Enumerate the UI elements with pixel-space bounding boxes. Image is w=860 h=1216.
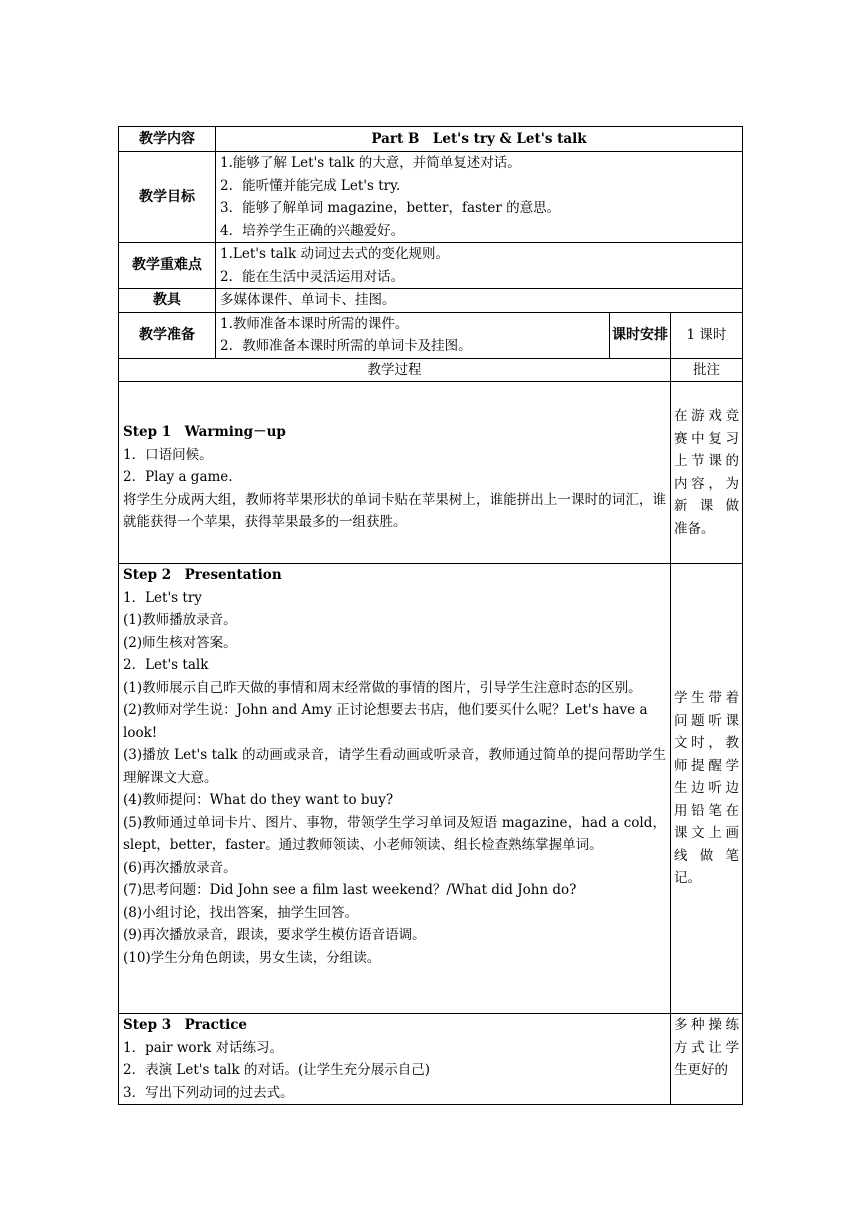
key-point-item: 2．能在生活中灵活运用对话。: [220, 268, 405, 285]
lesson-plan-table: [118, 126, 753, 1105]
tools-value: 多媒体课件、单词卡、挂图。: [216, 289, 743, 313]
step3-line: 3．写出下列动词的过去式。: [123, 1084, 294, 1101]
schedule-value: 1 课时: [671, 312, 743, 358]
step1-content: [119, 382, 671, 564]
step2-line: (9)再次播放录音，跟读，要求学生模仿语音语调。: [123, 927, 426, 943]
schedule-label: 课时安排: [610, 312, 671, 358]
key-points-list: [216, 243, 743, 289]
goals-list: [216, 152, 743, 243]
goals-row: [119, 152, 743, 243]
step2-line: 1．Let's try: [123, 589, 202, 606]
goal-item: 3．能够了解单词 magazine，better，faster 的意思。: [220, 200, 561, 216]
step2-content: [119, 564, 671, 1014]
step1-row: [119, 382, 743, 564]
prep-list: [216, 312, 610, 358]
step2-line: (7)思考问题：Did John see a film last weekend？/What did John do?: [123, 882, 577, 898]
step3-row: [119, 1014, 743, 1105]
goal-item: 2．能听懂并能完成 Let's try.: [220, 177, 401, 194]
step2-line: (3)播放 Let's talk 的动画或录音，请学生看动画或听录音，教师通过简单的提问帮助学生理解课文大意。: [123, 747, 666, 786]
step2-line: (5)教师通过单词卡片、图片、事物，带领学生学习单词及短语 magazine，had a cold，slept，better，faster。通过教师领读、小老师领读、组长检查熟练掌握单词。: [123, 814, 666, 853]
prep-row: [119, 312, 743, 358]
step2-title: Step 2 Presentation: [123, 567, 282, 583]
process-header-row: [119, 358, 743, 382]
step2-line: (1)教师播放录音。: [123, 612, 237, 628]
tools-row: [119, 289, 743, 313]
step2-line: (2)教师对学生说：John and Amy 正讨论想要去书店，他们要买什么呢？Let's have a look!: [123, 702, 648, 741]
step1-title: Step 1 Warming－up: [123, 424, 286, 441]
step1-note: 在游戏竞赛中复习上节课的内容，为新课做 准备。: [671, 382, 743, 564]
step1-line: 将学生分成两大组，教师将苹果形状的单词卡贴在苹果树上，谁能拼出上一课时的词汇，谁就能获得一个苹果，获得苹果最多的一组获胜。: [123, 491, 666, 531]
notes-label: 批注: [671, 358, 743, 382]
step2-line: (8)小组讨论，找出答案，抽学生回答。: [123, 904, 359, 921]
step2-line: (2)师生核对答案。: [123, 634, 237, 651]
step3-note: 多种操练方式让学生更好的: [671, 1014, 743, 1105]
step1-line: 1．口语问候。: [123, 446, 213, 463]
goal-item: 1.能够了解 Let's talk 的大意，并简单复述对话。: [220, 155, 521, 171]
content-row: [119, 127, 743, 152]
step2-line: (4)教师提问：What do they want to buy?: [123, 792, 394, 808]
tools-label: 教具: [119, 289, 216, 313]
prep-label: 教学准备: [119, 312, 216, 358]
step3-line: 2．表演 Let's talk 的对话。(让学生充分展示自己): [123, 1062, 430, 1078]
content-value: Part B Let's try & Let's talk: [216, 127, 743, 152]
process-label: 教学过程: [119, 358, 671, 382]
step2-line: 2．Let's talk: [123, 657, 209, 673]
step3-line: 1．pair work 对话练习。: [123, 1039, 283, 1056]
key-point-item: 1.Let's talk 动词过去式的变化规则。: [220, 246, 449, 262]
prep-item: 2．教师准备本课时所需的单词卡及挂图。: [220, 338, 472, 354]
prep-item: 1.教师准备本课时所需的课件。: [220, 315, 409, 332]
step2-line: (1)教师展示自己昨天做的事情和周末经常做的事情的图片，引导学生注意时态的区别。: [123, 679, 642, 696]
step3-title: Step 3 Practice: [123, 1017, 248, 1033]
step1-line: 2．Play a game.: [123, 469, 233, 486]
step3-content: [119, 1014, 671, 1105]
key-points-label: 教学重难点: [119, 243, 216, 289]
content-label: 教学内容: [119, 127, 216, 152]
goals-label: 教学目标: [119, 152, 216, 243]
step2-line: (10)学生分角色朗读，男女生读，分组读。: [123, 949, 381, 966]
key-points-row: [119, 243, 743, 289]
goal-item: 4．培养学生正确的兴趣爱好。: [220, 222, 405, 239]
step2-note: 学生带着问题听课文时，教师提醒学生边听边用铅笔在课文上画线做笔记。: [671, 564, 743, 1014]
step2-row: [119, 564, 743, 1014]
step2-line: (6)再次播放录音。: [123, 859, 237, 876]
